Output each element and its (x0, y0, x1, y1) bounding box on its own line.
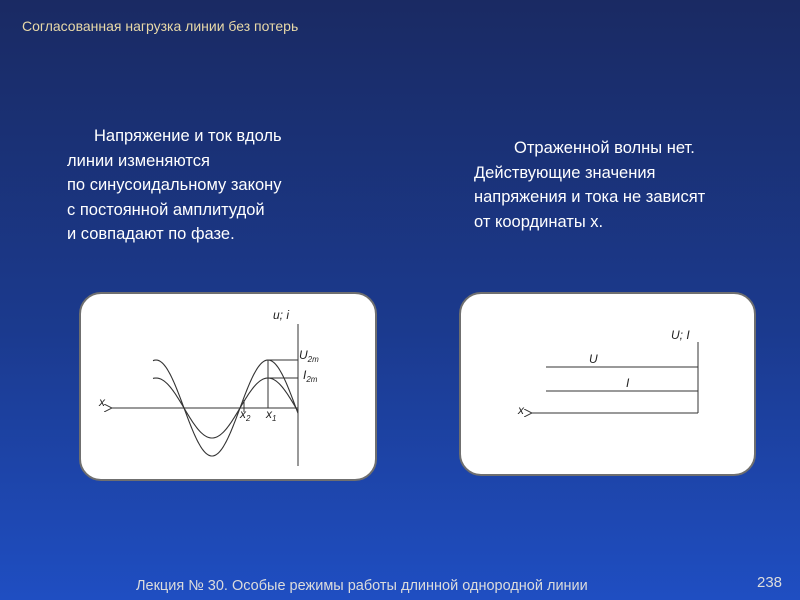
x-axis-label: x (99, 395, 105, 409)
x-axis-label: x (518, 403, 524, 417)
left-line-1: Напряжение и ток вдоль (94, 127, 282, 145)
y-axis-label: u; i (273, 308, 290, 322)
left-line-3: по синусоидальному закону (67, 176, 282, 194)
rms-diagram-card (459, 292, 756, 476)
i-amplitude-label: $I_{2m}$ (303, 368, 318, 384)
left-line-2: линии изменяются (67, 151, 210, 170)
wave-diagram-card (79, 292, 377, 481)
rms-diagram (461, 294, 754, 474)
slide-title: Согласованная нагрузка линии без потерь (22, 18, 299, 34)
page-number: 238 (757, 574, 783, 591)
x2-label: $x_2$ (240, 407, 251, 423)
right-line-2: Действующие значения (474, 163, 656, 182)
y-axis-label: U; I (671, 328, 690, 342)
left-paragraph (67, 124, 377, 247)
right-paragraph (474, 136, 774, 234)
u-level-label: U (589, 352, 598, 366)
i-level-label: I (626, 376, 630, 390)
x1-label: $x_1$ (266, 407, 277, 423)
right-line-4: от координаты x. (474, 212, 604, 231)
slide-footer: Лекция № 30. Особые режимы работы длинной однородной линии (136, 578, 588, 594)
u-amplitude-label: $U_{2m}$ (299, 348, 319, 364)
left-line-4: с постоянной амплитудой (67, 200, 265, 219)
right-line-1: Отраженной волны нет. (514, 139, 695, 157)
left-line-5: и совпадают по фазе. (67, 225, 235, 243)
right-line-3: напряжения и тока не зависят (474, 188, 706, 206)
wave-diagram (81, 294, 375, 479)
